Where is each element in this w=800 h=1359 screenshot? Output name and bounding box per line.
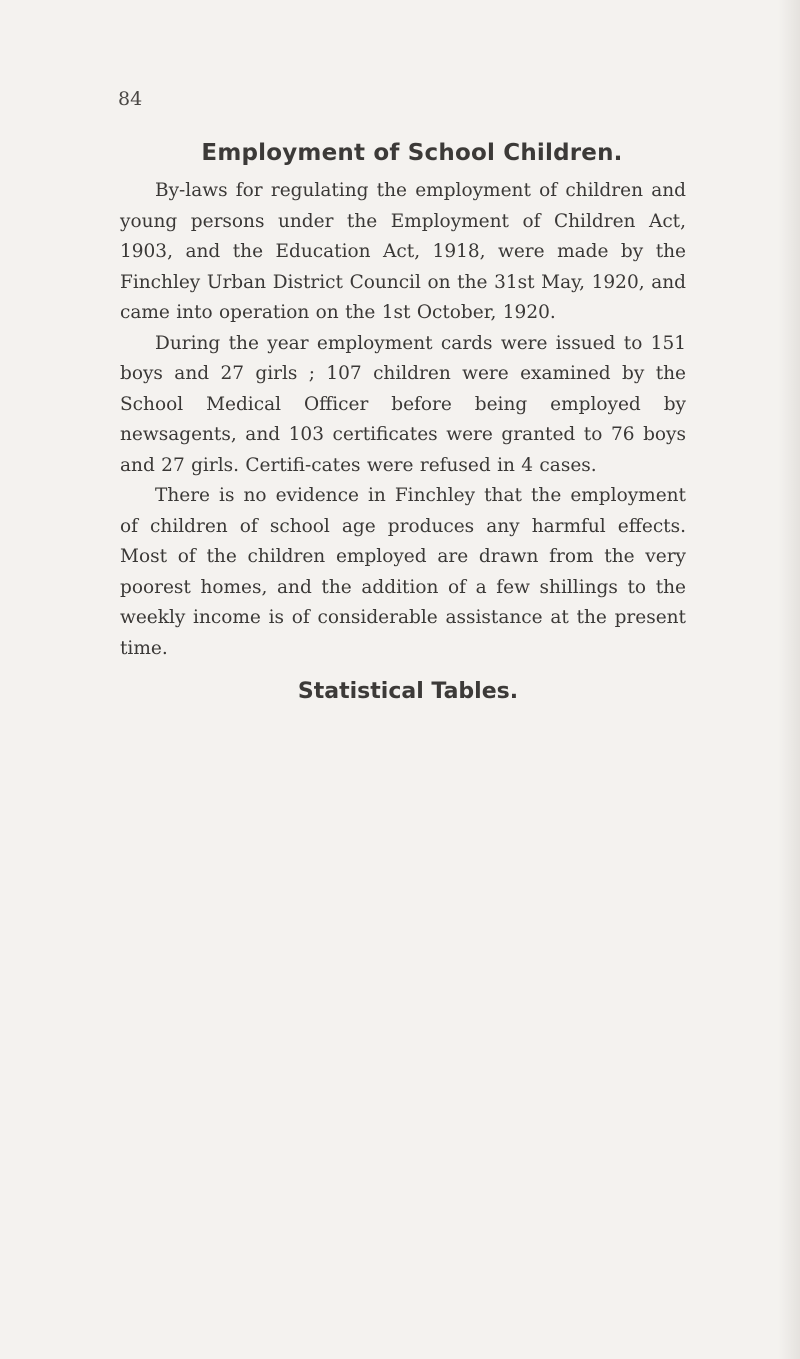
paragraph-bylaws: By-laws for regulating the employment of children and young persons under the Employment of Children Act, 1903, and the Education Act, 1918, were made by the Finchley Urban District Council on the 31st May, 1920, and came into operation on the 1st October, 1920. <box>120 180 686 323</box>
body-text <box>120 176 686 664</box>
page-number: 84 <box>118 88 143 110</box>
page-title: Employment of School Children. <box>201 140 623 166</box>
paragraph-evidence: There is no evidence in Finchley that the employment of children of school age produces any harmful effects. Most of the children employed are drawn from the very poorest homes, and the addition of a few shillings to the weekly income is of considerable assistance at the present time. <box>120 485 686 659</box>
paragraph-employment-cards: During the year employment cards were issued to 151 boys and 27 girls ; 107 children were examined by the School Medical Officer before being employed by newsagents, and 103 certificates were granted to 76 boys and 27 girls. Certifi-cates were refused in 4 cases. <box>120 332 686 476</box>
section-title: Statistical Tables. <box>297 679 519 704</box>
